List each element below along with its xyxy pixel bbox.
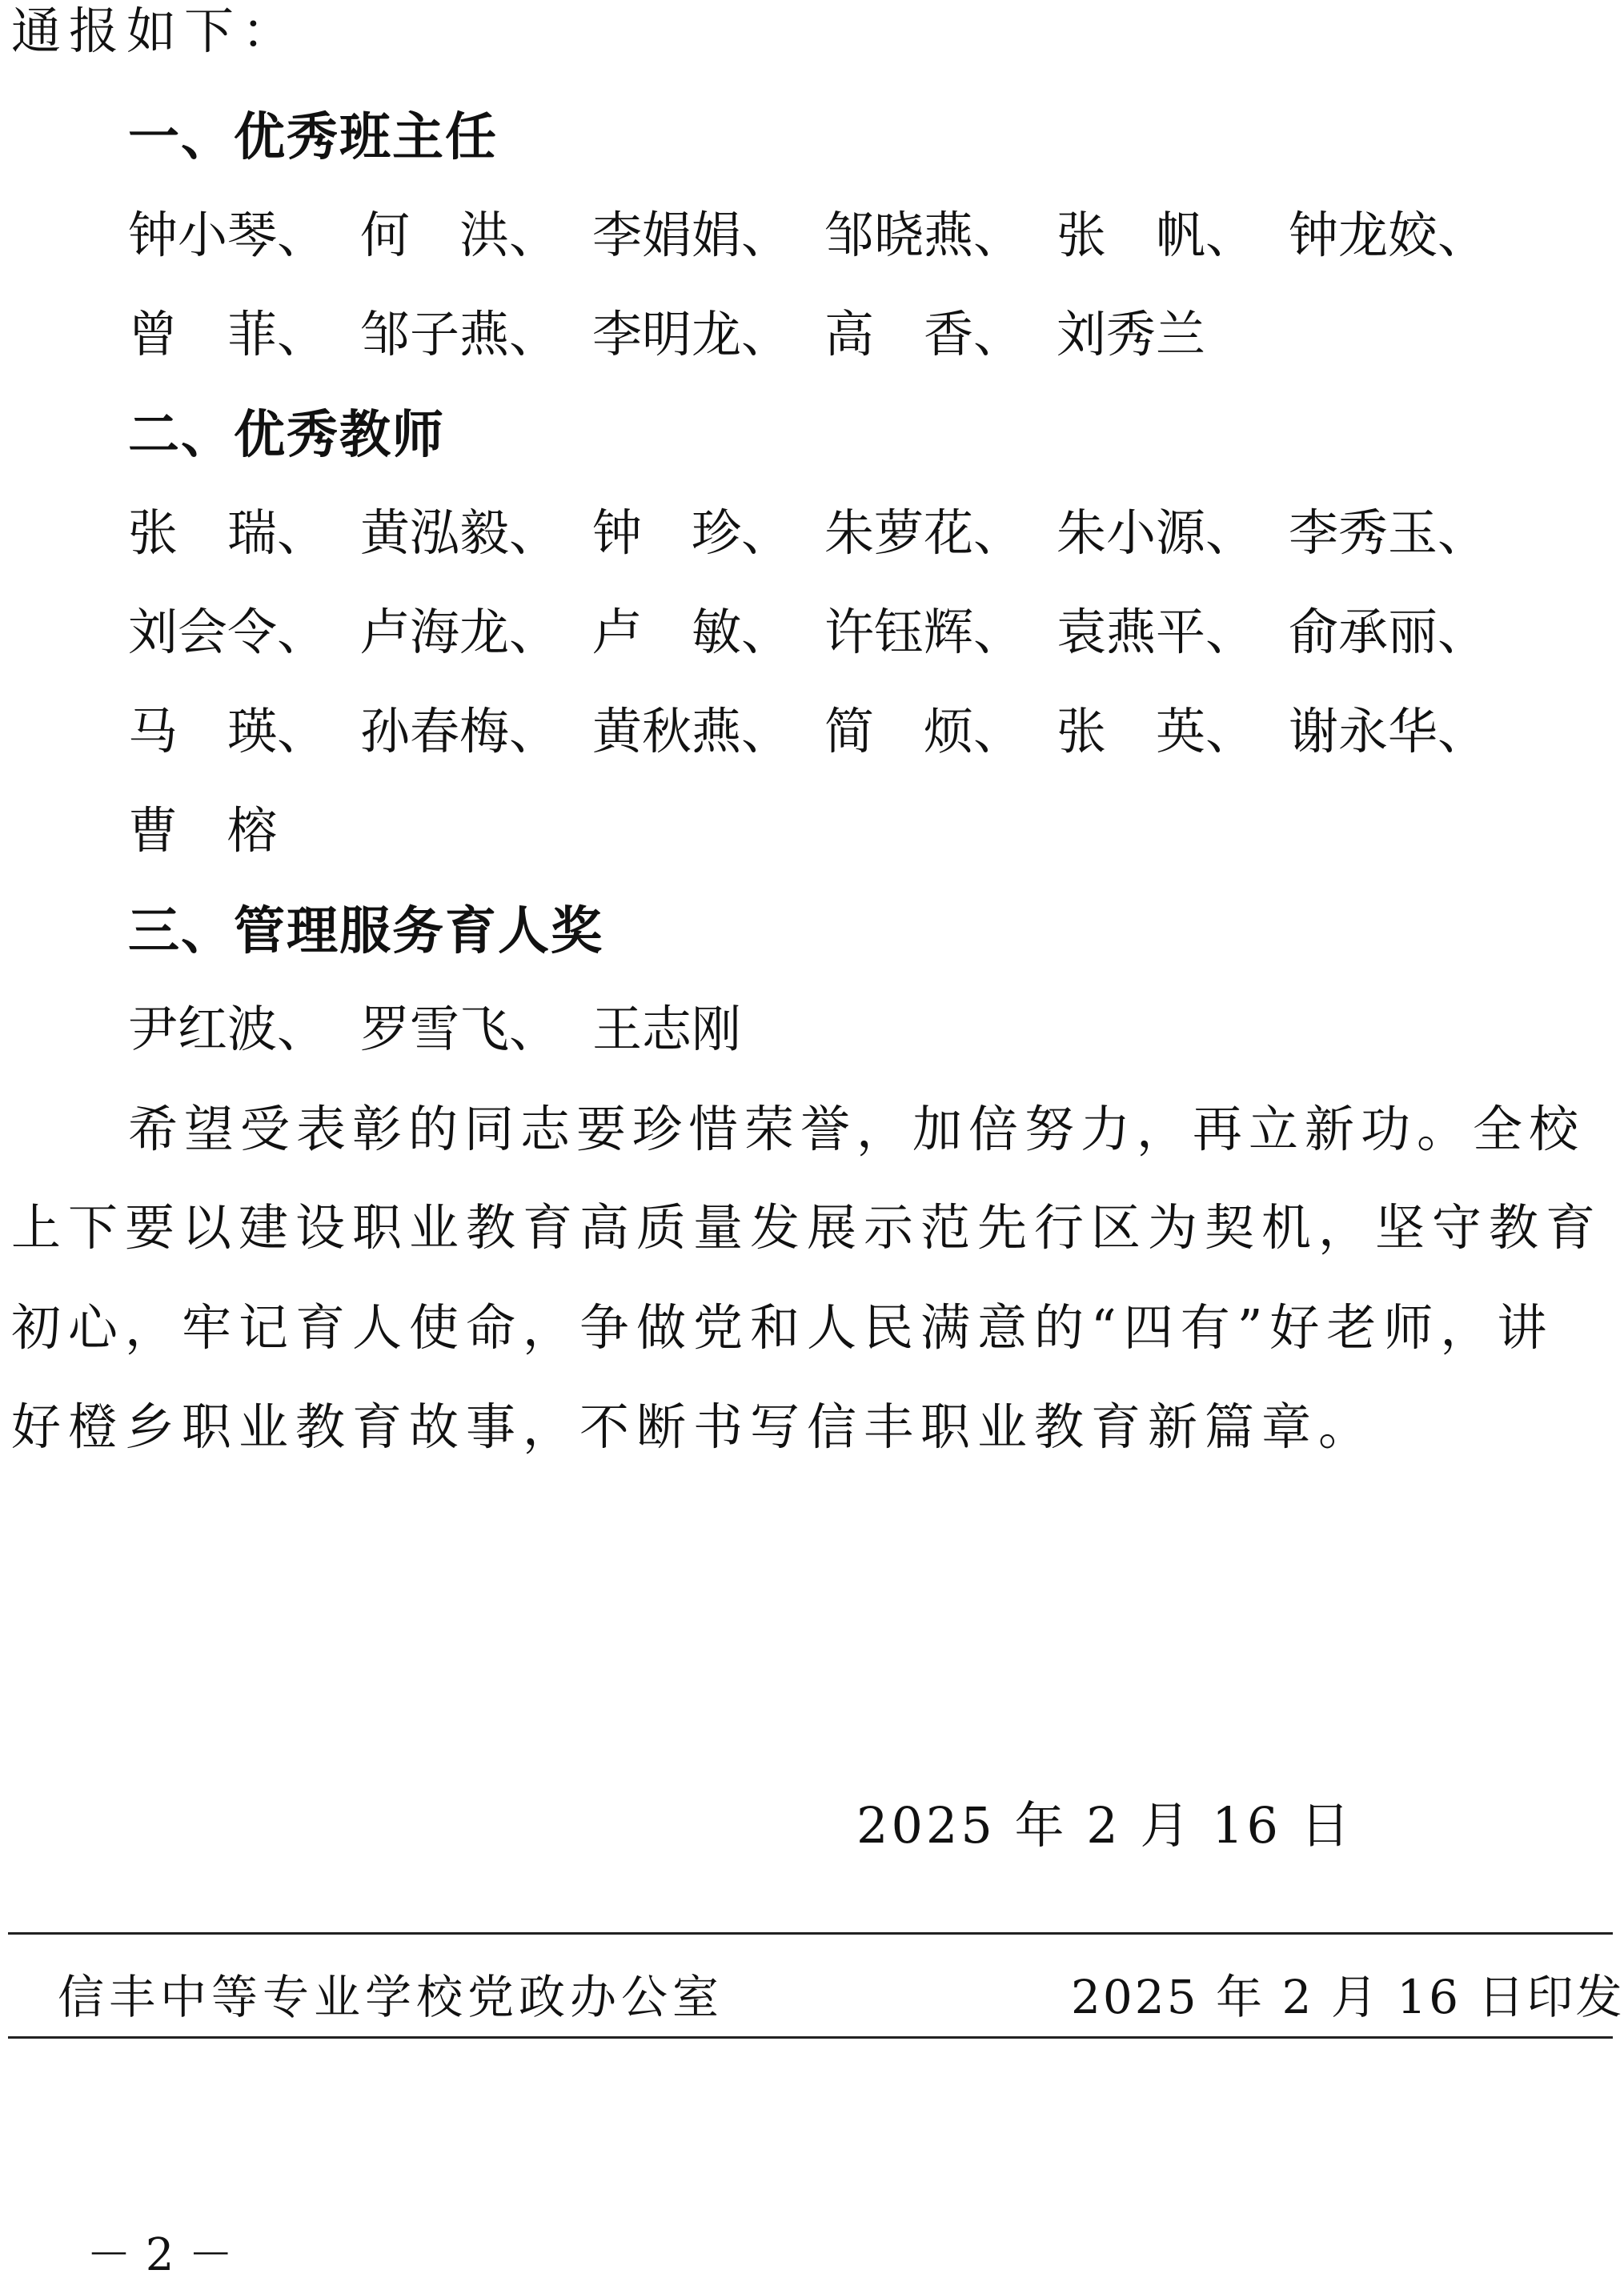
name-row [128,206,1521,264]
name-entry: 卢海龙、 [360,603,559,661]
name-row [128,801,360,860]
name-entry: 刘秀兰 [1057,305,1206,363]
footer-issue-date: 2025 年 2 月 16 日印发 [1071,1970,1624,2024]
name-entry: 李娟娟、 [592,206,792,264]
name-entry: 张 英、 [1057,702,1256,760]
name-entry: 卢 敏、 [592,603,792,661]
footer-bottom-rule [8,2036,1613,2039]
name-entry: 张 帆、 [1057,206,1256,264]
name-entry: 许钰辉、 [824,603,1024,661]
name-row [128,503,1521,562]
name-entry: 朱小源、 [1057,503,1256,562]
name-entry: 邹子燕、 [360,305,559,363]
name-entry: 钟小琴、 [128,206,327,264]
name-entry: 张 瑞、 [128,503,327,562]
closing-paragraph-line: 希望受表彰的同志要珍惜荣誉，加倍努力，再立新功。全校 [128,1100,1586,1158]
footer-top-rule [8,1932,1613,1935]
name-entry: 高 香、 [824,305,1024,363]
name-entry: 孙春梅、 [360,702,559,760]
name-entry: 何 洪、 [360,206,559,264]
closing-paragraph-line: 上下要以建设职业教育高质量发展示范先行区为契机，坚守教育 [11,1198,1603,1257]
name-entry: 李秀玉、 [1289,503,1488,562]
name-row [128,702,1521,760]
name-entry: 黄秋燕、 [592,702,792,760]
name-row [128,305,1289,363]
name-entry: 王志刚 [592,1000,742,1058]
name-entry: 李明龙、 [592,305,792,363]
section-heading-head-teachers: 一、优秀班主任 [128,108,498,167]
name-entry: 谢永华、 [1289,702,1488,760]
name-entry: 刘会令、 [128,603,327,661]
name-row [128,603,1521,661]
name-row [128,1000,824,1058]
name-entry: 袁燕平、 [1057,603,1256,661]
name-entry: 尹红波、 [128,1000,327,1058]
name-entry: 钟龙姣、 [1289,206,1488,264]
name-entry: 简 烦、 [824,702,1024,760]
footer-issuer: 信丰中等专业学校党政办公室 [58,1970,724,2024]
section-heading-management-award: 三、管理服务育人奖 [128,902,603,961]
name-entry: 邹晓燕、 [824,206,1024,264]
name-entry: 朱萝花、 [824,503,1024,562]
name-entry: 俞承丽、 [1289,603,1488,661]
closing-paragraph-line: 初心，牢记育人使命，争做党和人民满意的“四有”好老师，讲 [11,1298,1554,1357]
name-entry: 曹 榕 [128,801,278,860]
name-entry: 曾 菲、 [128,305,327,363]
page-number: － 2 － [86,2229,234,2281]
name-entry: 马 瑛、 [128,702,327,760]
intro-text: 通报如下： [11,2,300,60]
name-entry: 钟 珍、 [592,503,792,562]
name-entry: 黄泓毅、 [360,503,559,562]
section-heading-teachers: 二、优秀教师 [128,406,445,465]
closing-paragraph-line: 好橙乡职业教育故事，不断书写信丰职业教育新篇章。 [11,1398,1376,1456]
document-date: 2025 年 2 月 16 日 [856,1796,1353,1855]
name-entry: 罗雪飞、 [360,1000,559,1058]
